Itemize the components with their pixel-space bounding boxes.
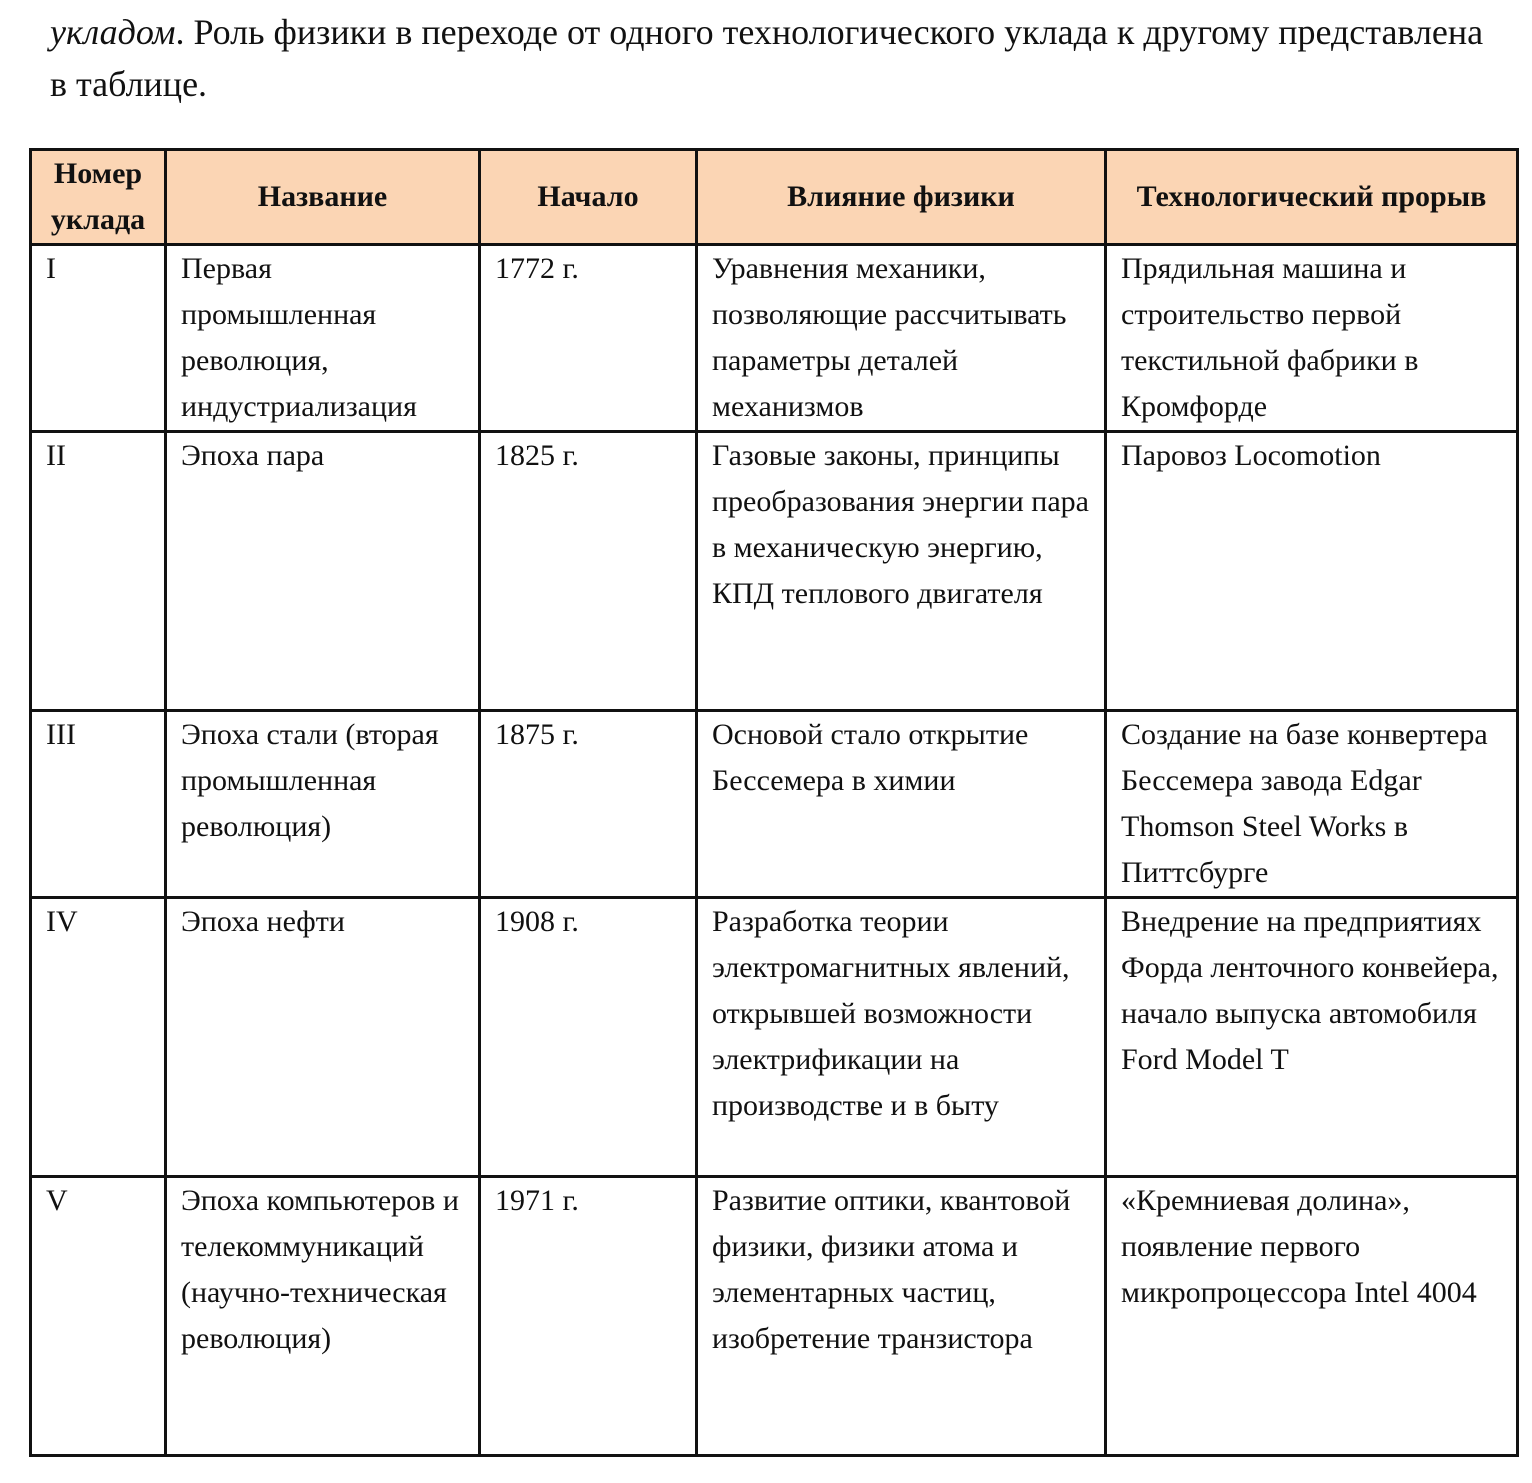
cell-name: Эпоха нефти: [166, 898, 480, 1177]
cell-breakthrough: Паровоз Locomotion: [1106, 432, 1518, 711]
cell-number: II: [31, 432, 166, 711]
cell-physics: Уравнения механики, позволяющие рассчитывать параметры деталей механизмов: [697, 245, 1106, 432]
table-row: [31, 245, 1518, 432]
header-name: Название: [166, 150, 480, 245]
cell-number: IV: [31, 898, 166, 1177]
cell-physics: Развитие оптики, квантовой физики, физики атома и элементарных частиц, изобретение транзистора: [697, 1177, 1106, 1456]
cell-breakthrough: Создание на базе конвертера Бессемера завода Edgar Thomson Steel Works в Питтсбурге: [1106, 711, 1518, 898]
technological-modes-table: [29, 148, 1519, 1457]
cell-breakthrough: «Кремниевая долина», появление первого микропроцессора Intel 4004: [1106, 1177, 1518, 1456]
table-row: [31, 898, 1518, 1177]
cell-number: III: [31, 711, 166, 898]
cell-number: V: [31, 1177, 166, 1456]
intro-paragraph: [50, 6, 1490, 110]
cell-breakthrough: Прядильная машина и строительство первой текстильной фабрики в Кромфорде: [1106, 245, 1518, 432]
header-breakthrough: Технологический прорыв: [1106, 150, 1518, 245]
intro-text: . Роль физики в переходе от одного технологического уклада к другому представлена в таблице.: [50, 12, 1484, 104]
cell-number: I: [31, 245, 166, 432]
cell-physics: Газовые законы, принципы преобразования энергии пара в механическую энергию, КПД теплового двигателя: [697, 432, 1106, 711]
cell-start: 1875 г.: [480, 711, 697, 898]
cell-name: Первая промышленная революция, индустриализация: [166, 245, 480, 432]
cell-name: Эпоха стали (вторая промышленная революция): [166, 711, 480, 898]
cell-start: 1908 г.: [480, 898, 697, 1177]
cell-name: Эпоха компьютеров и телекоммуникаций (научно-техническая революция): [166, 1177, 480, 1456]
header-physics: Влияние физики: [697, 150, 1106, 245]
header-start: Начало: [480, 150, 697, 245]
cell-physics: Разработка теории электромагнитных явлений, открывшей возможности электрификации на производстве и в быту: [697, 898, 1106, 1177]
table-header-row: [31, 150, 1518, 245]
cell-name: Эпоха пара: [166, 432, 480, 711]
cell-physics: Основой стало открытие Бессемера в химии: [697, 711, 1106, 898]
table-row: [31, 711, 1518, 898]
table-row: [31, 1177, 1518, 1456]
intro-term: укладом: [50, 12, 176, 52]
cell-start: 1772 г.: [480, 245, 697, 432]
table-row: [31, 432, 1518, 711]
cell-breakthrough: Внедрение на предприятиях Форда ленточного конвейера, начало выпуска автомобиля Ford Model T: [1106, 898, 1518, 1177]
header-number: Номер уклада: [31, 150, 166, 245]
cell-start: 1971 г.: [480, 1177, 697, 1456]
cell-start: 1825 г.: [480, 432, 697, 711]
